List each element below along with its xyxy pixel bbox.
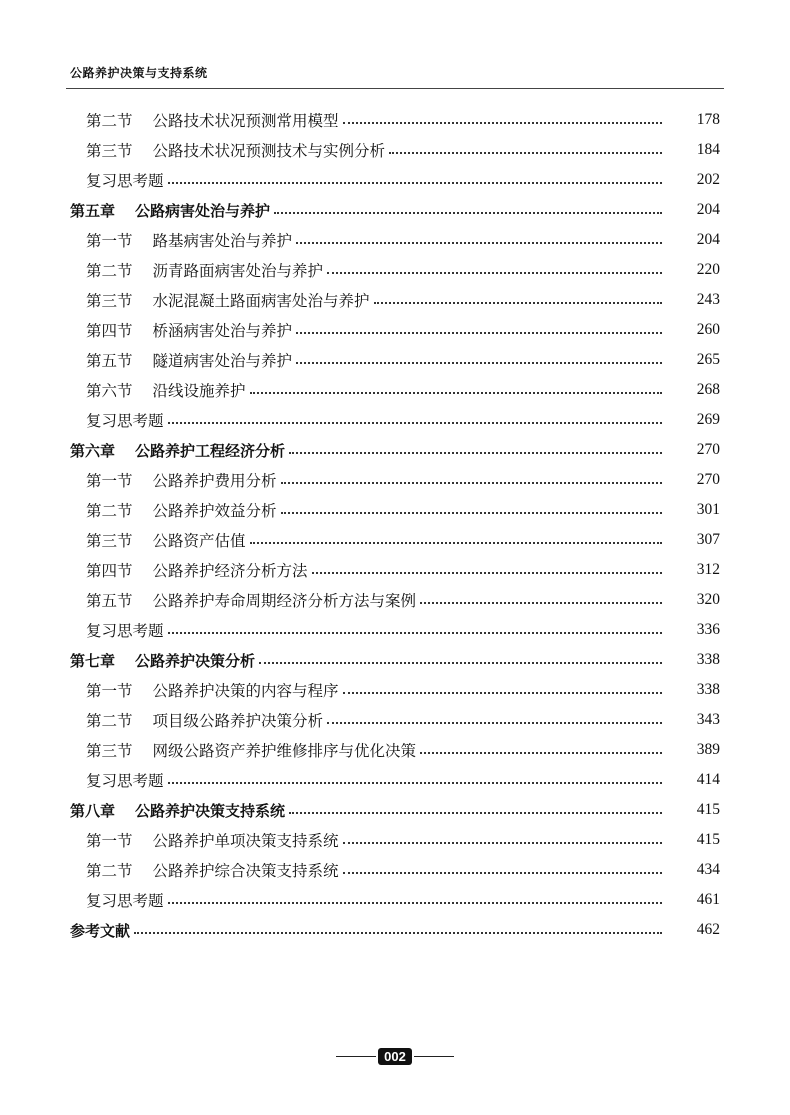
toc-entry-text — [0, 559, 308, 581]
dot-leader — [343, 842, 662, 844]
toc-entry-text — [0, 319, 292, 341]
toc-section-entry — [0, 555, 790, 585]
toc-section-entry — [0, 585, 790, 615]
toc-entry-text — [0, 379, 246, 401]
toc-entry-number: 第五章 — [70, 201, 116, 220]
dot-leader — [327, 272, 662, 274]
toc-section-entry — [0, 885, 790, 915]
dot-leader — [289, 452, 662, 454]
dot-leader — [274, 212, 662, 214]
toc-entry-number: 第二节 — [86, 262, 133, 280]
page-number: 002 — [378, 1048, 412, 1065]
toc-entry-title: 公路养护决策分析 — [135, 651, 256, 670]
toc-entry-number: 第六章 — [70, 441, 116, 460]
dot-leader — [296, 242, 662, 244]
toc-entry-text — [0, 829, 339, 851]
toc-entry-title: 路基病害处治与养护 — [152, 232, 293, 250]
toc-entry-title: 隧道病害处治与养护 — [152, 352, 293, 370]
toc-entry-number: 第一节 — [86, 472, 133, 490]
toc-entry-number: 第五节 — [86, 352, 133, 370]
dot-leader — [343, 872, 662, 874]
toc-entry-title: 复习思考题 — [86, 892, 164, 910]
toc-entry-title: 复习思考题 — [86, 412, 164, 430]
toc-page-number: 336 — [696, 621, 720, 638]
dot-leader — [289, 812, 662, 814]
toc-page-number: 312 — [696, 561, 720, 578]
dot-leader — [374, 302, 662, 304]
toc-chapter-entry — [0, 915, 790, 945]
toc-page-number: 307 — [696, 531, 720, 548]
toc-section-entry — [0, 735, 790, 765]
toc-entry-title: 复习思考题 — [86, 772, 164, 790]
toc-entry-text — [0, 619, 164, 641]
toc-section-entry — [0, 615, 790, 645]
toc-page-number: 301 — [696, 501, 720, 518]
toc-entry-title: 桥涵病害处治与养护 — [152, 322, 293, 340]
toc-section-entry — [0, 315, 790, 345]
footer-line-left — [336, 1056, 376, 1057]
toc-entry-title: 网级公路资产养护维修排序与优化决策 — [152, 742, 417, 760]
toc-entry-title: 公路养护费用分析 — [152, 472, 277, 490]
toc-page-number: 243 — [696, 291, 720, 308]
toc-entry-text — [0, 769, 164, 791]
toc-chapter-entry — [0, 795, 790, 825]
dot-leader — [168, 422, 662, 424]
toc-entry-number: 第四节 — [86, 322, 133, 340]
toc-page-number: 220 — [696, 261, 720, 278]
toc-entry-number: 第八章 — [70, 801, 116, 820]
toc-entry-number: 第一节 — [86, 832, 133, 850]
dot-leader — [343, 122, 662, 124]
toc-section-entry — [0, 405, 790, 435]
toc-section-entry — [0, 465, 790, 495]
toc-entry-title: 公路技术状况预测常用模型 — [152, 112, 339, 130]
toc-page-number: 268 — [696, 381, 720, 398]
toc-page-number: 415 — [696, 831, 720, 848]
toc-page-number: 415 — [696, 801, 720, 818]
toc-page-number: 461 — [696, 891, 720, 908]
toc-section-entry — [0, 165, 790, 195]
toc-entry-number: 第二节 — [86, 502, 133, 520]
toc-section-entry — [0, 495, 790, 525]
toc-page-number: 178 — [696, 111, 720, 128]
toc-entry-number: 第二节 — [86, 712, 133, 730]
toc-page-number: 414 — [696, 771, 720, 788]
toc-page-number: 260 — [696, 321, 720, 338]
dot-leader — [343, 692, 662, 694]
toc-entry-title: 公路病害处治与养护 — [135, 201, 271, 220]
toc-entry-title: 公路养护单项决策支持系统 — [152, 832, 339, 850]
toc-entry-title: 公路技术状况预测技术与实例分析 — [152, 142, 386, 160]
toc-entry-number: 第三节 — [86, 142, 133, 160]
dot-leader — [296, 362, 662, 364]
toc-entry-number: 第五节 — [86, 592, 133, 610]
toc-entry-text — [0, 920, 130, 941]
toc-page-number: 270 — [696, 471, 720, 488]
dot-leader — [281, 512, 662, 514]
dot-leader — [389, 152, 662, 154]
toc-page-number: 434 — [696, 861, 720, 878]
toc-entry-text — [0, 800, 285, 821]
running-header: 公路养护决策与支持系统 — [70, 66, 208, 80]
dot-leader — [168, 632, 662, 634]
table-of-contents — [0, 105, 790, 945]
footer-line-right — [414, 1056, 454, 1057]
header-rule — [66, 88, 724, 89]
toc-entry-text — [0, 229, 292, 251]
toc-section-entry — [0, 705, 790, 735]
dot-leader — [168, 182, 662, 184]
toc-chapter-entry — [0, 645, 790, 675]
toc-section-entry — [0, 255, 790, 285]
toc-entry-text — [0, 889, 164, 911]
toc-entry-title: 沿线设施养护 — [152, 382, 246, 400]
toc-page-number: 204 — [696, 231, 720, 248]
dot-leader — [420, 602, 662, 604]
toc-chapter-entry — [0, 435, 790, 465]
toc-entry-text — [0, 469, 277, 491]
toc-entry-text — [0, 650, 255, 671]
toc-section-entry — [0, 375, 790, 405]
toc-section-entry — [0, 825, 790, 855]
toc-entry-title: 复习思考题 — [86, 172, 164, 190]
toc-entry-text — [0, 679, 339, 701]
toc-entry-text — [0, 139, 385, 161]
toc-section-entry — [0, 135, 790, 165]
toc-section-entry — [0, 225, 790, 255]
toc-entry-title: 公路养护决策的内容与程序 — [152, 682, 339, 700]
toc-entry-title: 沥青路面病害处治与养护 — [152, 262, 324, 280]
dot-leader — [312, 572, 662, 574]
toc-page-number: 270 — [696, 441, 720, 458]
toc-entry-number: 第一节 — [86, 682, 133, 700]
toc-section-entry — [0, 345, 790, 375]
toc-entry-text — [0, 109, 339, 131]
toc-entry-number: 第一节 — [86, 232, 133, 250]
dot-leader — [281, 482, 662, 484]
toc-page-number: 269 — [696, 411, 720, 428]
toc-page-number: 389 — [696, 741, 720, 758]
dot-leader — [420, 752, 662, 754]
toc-entry-text — [0, 440, 285, 461]
toc-entry-text — [0, 499, 277, 521]
toc-page-number: 204 — [696, 201, 720, 218]
toc-entry-text — [0, 289, 370, 311]
toc-entry-title: 项目级公路养护决策分析 — [152, 712, 324, 730]
toc-page-number: 338 — [696, 681, 720, 698]
toc-entry-title: 公路养护综合决策支持系统 — [152, 862, 339, 880]
dot-leader — [250, 392, 662, 394]
toc-entry-text — [0, 589, 416, 611]
toc-page-number: 343 — [696, 711, 720, 728]
toc-entry-number: 第三节 — [86, 742, 133, 760]
toc-entry-title: 公路养护寿命周期经济分析方法与案例 — [152, 592, 417, 610]
toc-page-number: 202 — [696, 171, 720, 188]
toc-entry-number: 第二节 — [86, 112, 133, 130]
toc-entry-number: 第二节 — [86, 862, 133, 880]
dot-leader — [327, 722, 662, 724]
toc-entry-number: 第六节 — [86, 382, 133, 400]
toc-page-number: 320 — [696, 591, 720, 608]
toc-entry-title: 复习思考题 — [86, 622, 164, 640]
dot-leader — [250, 542, 662, 544]
toc-entry-title: 水泥混凝土路面病害处治与养护 — [152, 292, 370, 310]
toc-entry-title: 公路养护工程经济分析 — [135, 441, 286, 460]
toc-page-number: 265 — [696, 351, 720, 368]
toc-entry-number: 第四节 — [86, 562, 133, 580]
toc-entry-number: 第七章 — [70, 651, 116, 670]
toc-section-entry — [0, 765, 790, 795]
toc-entry-text — [0, 709, 323, 731]
toc-entry-text — [0, 529, 246, 551]
toc-entry-text — [0, 739, 416, 761]
toc-entry-title: 公路资产估值 — [152, 532, 246, 550]
dot-leader — [168, 782, 662, 784]
toc-entry-text — [0, 169, 164, 191]
toc-section-entry — [0, 105, 790, 135]
toc-entry-text — [0, 259, 323, 281]
toc-section-entry — [0, 525, 790, 555]
toc-entry-number: 第三节 — [86, 532, 133, 550]
toc-page-number: 462 — [696, 921, 720, 938]
toc-entry-text — [0, 859, 339, 881]
dot-leader — [259, 662, 662, 664]
dot-leader — [134, 932, 662, 934]
toc-entry-title: 公路养护效益分析 — [152, 502, 277, 520]
toc-entry-title: 公路养护决策支持系统 — [135, 801, 286, 820]
toc-entry-text — [0, 349, 292, 371]
toc-entry-text — [0, 200, 270, 221]
toc-chapter-entry — [0, 195, 790, 225]
toc-entry-title: 公路养护经济分析方法 — [152, 562, 308, 580]
page-footer — [0, 1048, 790, 1065]
toc-section-entry — [0, 285, 790, 315]
toc-entry-text — [0, 409, 164, 431]
toc-page-number: 184 — [696, 141, 720, 158]
toc-entry-number: 第三节 — [86, 292, 133, 310]
toc-section-entry — [0, 675, 790, 705]
toc-entry-title: 参考文献 — [70, 921, 131, 940]
dot-leader — [168, 902, 662, 904]
toc-section-entry — [0, 855, 790, 885]
dot-leader — [296, 332, 662, 334]
toc-page-number: 338 — [696, 651, 720, 668]
